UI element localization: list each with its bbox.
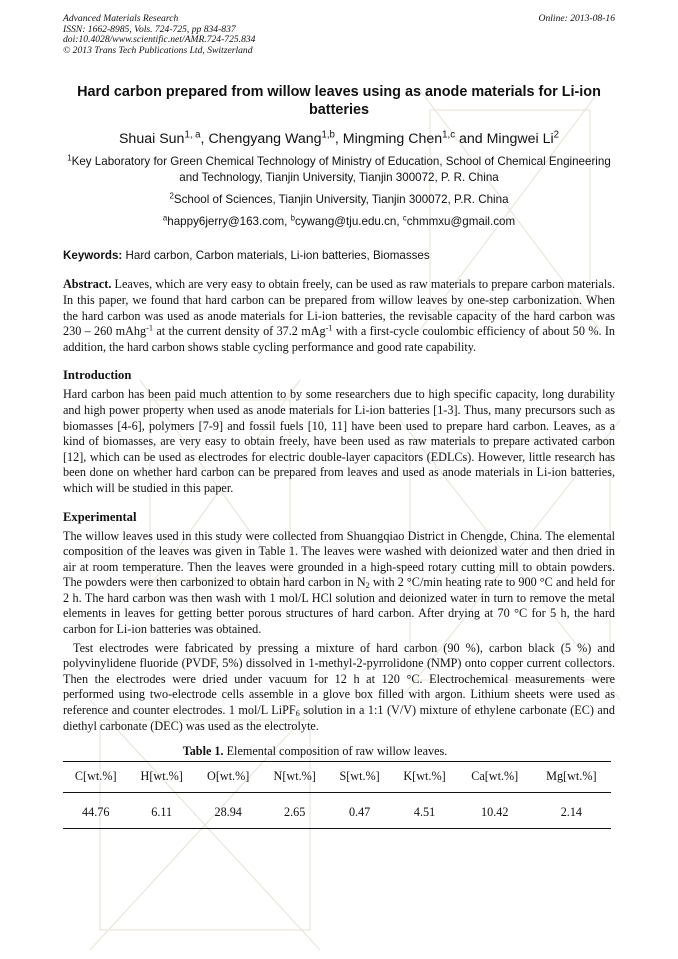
author-affil-mark: 1,c (442, 130, 456, 142)
table-header-row (63, 762, 611, 793)
table-header-cell: Mg[wt.%] (532, 762, 611, 793)
author-separator: and (455, 131, 487, 148)
table-header-cell: N[wt.%] (261, 762, 328, 793)
table-header-cell: S[wt.%] (328, 762, 391, 793)
table-caption: Table 1. Elemental composition of raw willow leaves. (182, 744, 448, 759)
table-cell: 2.14 (532, 793, 611, 829)
online-date: Online: 2013-08-16 (538, 13, 615, 24)
table-header-cell: H[wt.%] (128, 762, 195, 793)
abstract: Abstract. Leaves, which are very easy to obtain freely, can be used as raw materials to prepare carbon materials. In this paper, we found that hard carbon can be prepared from willow leaves by one-step carbonization. When the hard carbon was used as anode materials for Li-ion batteries, the revisable capacity of the hard carbon was 230 – 260 mAhg$^{-1}$ at the current density of 37.2 mAg$^{-1}$ with a first-cycle coulombic efficiency of about 50 %. In addition, the hard carbon shows stable cycling performance and good rate capability. (63, 277, 616, 354)
introduction-paragraph: Hard carbon has been paid much attention to by some researchers due to high specific capacity, long durability and high power property when used as anode materials for Li-ion batteries [1-3]. Thus, many precursors such as biomasses [4-6], polymers [7-9] and fossil fuels [10, 11] have been used to prepare hard carbon. Leaves, as a kind of biomasses, are very easy to obtain freely, have been used as raw materials to prepare activated carbon [12], which can be used as electrodes for electric double-layer capacitors (EDLCs). However, little research has been done on whether hard carbon can be prepared from leaves and used as anode materials in Li-ion batteries, which will be studied in this paper. (63, 387, 615, 495)
author: Mingwei Li (486, 131, 554, 148)
affiliation-mark: 1 (67, 154, 72, 164)
table-row (63, 793, 611, 829)
table-cell: 44.76 (63, 793, 128, 829)
author-affil-mark: 2 (553, 130, 560, 142)
abstract-label: Abstract. (63, 277, 112, 292)
keywords (63, 248, 615, 263)
author-affil-mark: 1, a (184, 130, 201, 142)
email-link[interactable]: cywang@tju.edu.cn (294, 215, 397, 229)
issn-line: ISSN: 1662-8985, Vols. 724-725, pp 834-837 (63, 23, 236, 35)
table-cell: 10.42 (458, 793, 532, 829)
running-header (63, 14, 615, 56)
section-heading-introduction: Introduction (63, 368, 132, 383)
table-cell: 2.65 (261, 793, 328, 829)
affiliation-1: $^1$Key Laboratory for Green Chemical Technology of Ministry of Education, School of Chemical Engineering and Technology, Tianjin University, Tianjin 300072, P. R. China (67, 154, 611, 185)
table-header-cell: K[wt.%] (391, 762, 458, 793)
author-separator: , (200, 131, 209, 148)
author-list (63, 130, 615, 148)
table-cell: 6.11 (128, 793, 195, 829)
author-separator: , (334, 131, 343, 148)
table-cell: 4.51 (391, 793, 458, 829)
table-cell: 0.47 (328, 793, 391, 829)
journal-name: Advanced Materials Research (63, 13, 179, 24)
author-affil-mark: 1,b (321, 130, 335, 142)
author-emails: $^a$happy6jerry@163.com, $^b$cywang@tju.edu.cn, $^c$chmmxu@gmail.com (162, 214, 516, 229)
table-caption-label: Table 1. (182, 744, 224, 759)
doi-link[interactable]: doi:10.4028/www.scientific.net/AMR.724-725.834 (63, 34, 256, 46)
paper-title: Hard carbon prepared from willow leaves using as anode materials for Li-ion batteries (77, 84, 601, 119)
keywords-text: Hard carbon, Carbon materials, Li-ion batteries, Biomasses (122, 249, 430, 263)
page (63, 14, 615, 829)
affiliation-2: $^2$School of Sciences, Tianjin University, Tianjin 300072, P.R. China (169, 192, 509, 207)
keywords-label: Keywords: (63, 249, 123, 263)
table-header-cell: O[wt.%] (195, 762, 262, 793)
email-link[interactable]: happy6jerry@163.com (167, 215, 285, 229)
email-link[interactable]: chmmxu@gmail.com (406, 215, 516, 229)
author: Mingming Chen (342, 131, 443, 148)
section-heading-experimental: Experimental (63, 509, 137, 524)
experimental-paragraph-2: Test electrodes were fabricated by pressing a mixture of hard carbon (90 %), carbon black (5 %) and polyvinylidene fluoride (PVDF, 5%) dissolved in 1-methyl-2-pyrrolidone (NMP) onto copper current collectors. Then the electrodes were dried under vacuum for 12 h at 120 °C. Electrochemical measurements were performed using two-electrode cells assemble in a glove box filled with argon. Lithium sheets were used as reference and counter electrodes. 1 mol/L LiPF$_6$ solution in a 1:1 (V/V) mixture of ethylene carbonate (EC) and diethyl carbonate (DEC) was used as the electrolyte. (63, 640, 615, 733)
author: Shuai Sun (118, 131, 185, 148)
table-header-cell: Ca[wt.%] (458, 762, 532, 793)
author: Chengyang Wang (208, 131, 322, 148)
affiliation-mark: 2 (169, 192, 174, 202)
experimental-paragraph-1: The willow leaves used in this study were collected from Shuangqiao District in Chengde, China. The elemental composition of the leaves was given in Table 1. The leaves were washed with deionized water and then dried in air at room temperature. Then the leaves were grounded in a high-speed rotary cutting mill to obtain powders. The powders were then carbonized to obtain hard carbon in $N_2$ with 2 °C/min heating rate to 900 °C and held for 2 h. The hard carbon was then wash with 1 mol/L HCl solution and deionized water in turn to remove the metal elements in leaves for getting better porous structures of hard carbon. After drying at 70 °C for 5 h, the hard carbon for Li-ion batteries was obtained. (63, 528, 615, 637)
copyright-line: © 2013 Trans Tech Publications Ltd, Switzerland (63, 44, 253, 56)
table-cell: 28.94 (195, 793, 262, 829)
composition-table (63, 761, 611, 829)
table-header-cell: C[wt.%] (63, 762, 128, 793)
